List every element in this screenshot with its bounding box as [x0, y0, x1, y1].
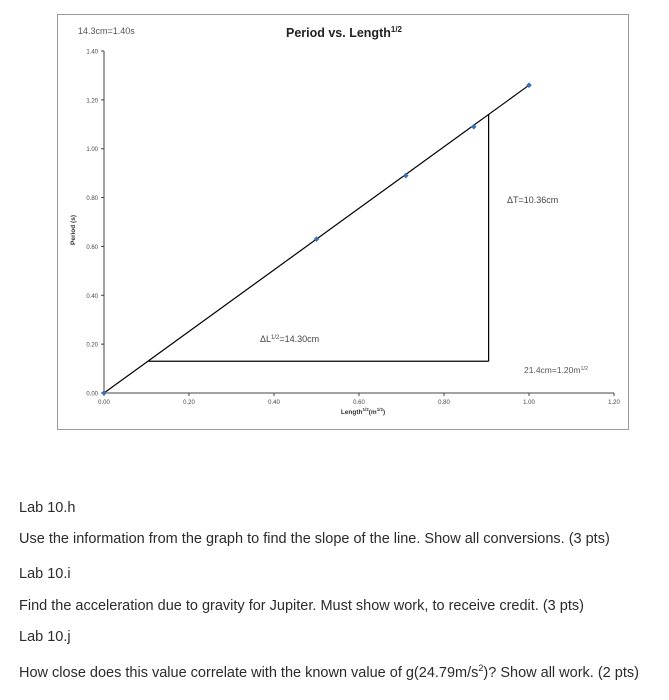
y-tick-label: 1.20	[86, 98, 98, 105]
chart-title	[286, 25, 403, 40]
prompt-lab-10j-after: )? Show all work. (2 pts)	[483, 664, 639, 681]
chart-title-text: Period vs. Length	[285, 26, 391, 40]
chart-frame	[57, 14, 629, 430]
x-tick-label: 0.00	[98, 400, 110, 406]
annotation-scale-x-prefix: 21.4cm=1.20m	[524, 365, 581, 375]
heading-lab-10h: Lab 10.h	[19, 500, 76, 516]
x-tick-label: 0.40	[268, 400, 280, 406]
x-tick-label: 1.00	[523, 400, 535, 406]
prompt-lab-10h: Use the information from the graph to find the slope of the line. Show all conversions. (3 pts)	[19, 531, 610, 547]
x-axis-label-units-sup: 1/2	[376, 407, 383, 412]
x-tick-label: 0.60	[353, 400, 365, 406]
data-point	[471, 124, 477, 130]
heading-lab-10i: Lab 10.i	[19, 566, 71, 582]
y-tick-label: 0.40	[86, 293, 98, 300]
annotation-delta-l-prefix: ΔL	[260, 334, 272, 344]
annotation-delta-t: ΔT=10.36cm	[507, 195, 559, 205]
y-tick-label: 1.40	[86, 49, 98, 56]
prompt-lab-10j-sup: 2	[478, 663, 484, 673]
y-tick-label: 0.60	[86, 244, 98, 251]
annotation-delta-l-sup: 1/2	[271, 335, 280, 341]
prompt-lab-10i: Find the acceleration due to gravity for Jupiter. Must show work, to receive credit. (3 pts)	[19, 598, 584, 614]
x-axis-label-units: (m	[368, 409, 377, 416]
y-tick-label: 1.00	[86, 147, 98, 154]
annotation-scale-y: 14.3cm=1.40s	[78, 26, 135, 36]
y-ticks	[86, 50, 104, 398]
x-axis-label-sup: 1/2	[362, 407, 369, 412]
chart-svg	[58, 15, 630, 431]
y-tick-label: 0.00	[86, 391, 98, 398]
x-tick-label: 1.20	[608, 400, 620, 406]
prompt-lab-10j-before: How close does this value correlate with the known value of g(24.79m/s	[19, 664, 479, 681]
chart-title-superscript: 1/2	[390, 25, 403, 34]
annotation-scale-x-sup: 1/2	[580, 366, 589, 372]
x-tick-label: 0.20	[183, 400, 195, 406]
x-tick-label: 0.80	[438, 400, 450, 406]
x-axis-label-text: Length	[340, 409, 363, 416]
x-axis-label-units-close: )	[382, 409, 386, 416]
x-ticks	[98, 393, 620, 406]
y-axis-label: Period (s)	[70, 215, 77, 245]
x-axis-label	[341, 407, 385, 416]
y-tick-label: 0.80	[86, 196, 98, 203]
prompt-lab-10j	[19, 659, 639, 682]
heading-lab-10j: Lab 10.j	[19, 629, 71, 645]
annotation-scale-x	[524, 365, 588, 375]
annotation-delta-l-suffix: =14.30cm	[279, 334, 320, 344]
annotation-delta-l	[260, 334, 319, 344]
y-tick-label: 0.20	[86, 342, 98, 349]
